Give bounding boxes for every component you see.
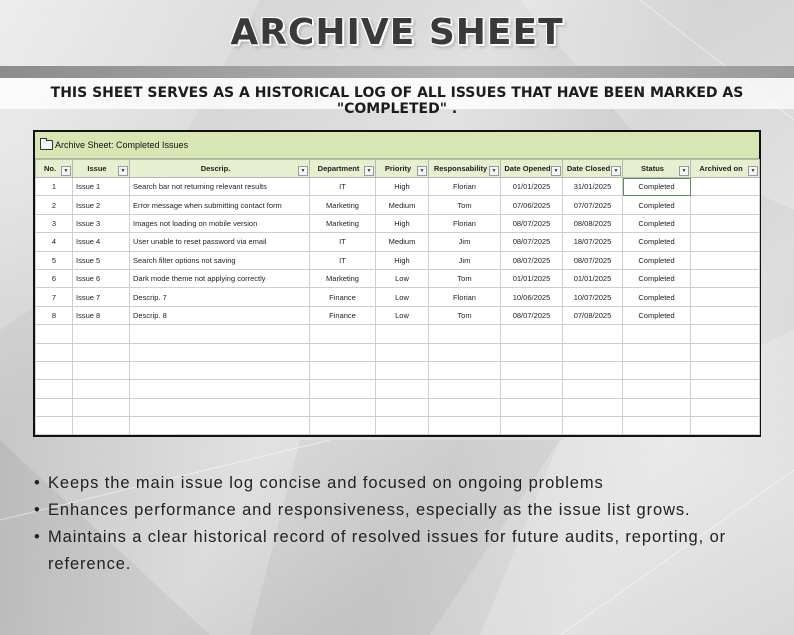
column-header-label: No. — [43, 164, 57, 173]
table-cell[interactable]: Low — [376, 269, 429, 287]
table-cell[interactable]: High — [376, 178, 429, 196]
column-header[interactable] — [36, 160, 73, 178]
table-cell[interactable]: Florian — [429, 178, 501, 196]
table-cell[interactable]: Search filter options not saving — [130, 251, 310, 269]
sheet-title: Archive Sheet: Completed Issues — [55, 140, 189, 150]
sheet-title-bar — [35, 132, 759, 159]
bullet-text: Keeps the main issue log concise and focused on ongoing problems — [48, 474, 604, 492]
table-cell[interactable] — [36, 361, 73, 379]
table-cell[interactable] — [691, 233, 760, 251]
table-cell[interactable]: Medium — [376, 233, 429, 251]
table-cell[interactable] — [36, 398, 73, 416]
table-cell[interactable] — [691, 178, 760, 196]
filter-dropdown-icon[interactable]: ▼ — [364, 166, 374, 176]
table-cell[interactable]: 08/08/2025 — [563, 214, 623, 232]
table-cell[interactable]: Descrip. 7 — [130, 288, 310, 306]
table-cell[interactable] — [691, 269, 760, 287]
table-cell[interactable]: Florian — [429, 214, 501, 232]
filter-dropdown-icon[interactable]: ▼ — [118, 166, 128, 176]
filter-dropdown-icon[interactable]: ▼ — [61, 166, 71, 176]
table-cell[interactable]: 08/07/2025 — [501, 251, 563, 269]
table-cell[interactable] — [429, 325, 501, 343]
bullet-list — [34, 470, 784, 578]
filter-dropdown-icon[interactable]: ▼ — [748, 166, 758, 176]
table-cell[interactable]: IT — [310, 178, 376, 196]
table-cell[interactable] — [376, 398, 429, 416]
table-cell[interactable] — [691, 417, 760, 435]
title-divider-band — [0, 66, 794, 78]
table-row — [36, 269, 760, 287]
table-cell[interactable] — [130, 325, 310, 343]
table-cell[interactable]: Finance — [310, 288, 376, 306]
table-row — [36, 233, 760, 251]
table-cell[interactable]: IT — [310, 233, 376, 251]
folder-icon — [40, 140, 53, 150]
table-cell[interactable] — [429, 398, 501, 416]
table-cell[interactable]: 31/01/2025 — [563, 178, 623, 196]
column-header[interactable] — [130, 160, 310, 178]
table-cell[interactable]: High — [376, 214, 429, 232]
table-cell[interactable] — [691, 343, 760, 361]
table-cell[interactable] — [73, 325, 130, 343]
table-cell[interactable] — [310, 361, 376, 379]
table-cell[interactable] — [501, 325, 563, 343]
table-cell[interactable] — [130, 417, 310, 435]
bullet-dot-icon: • — [34, 501, 41, 519]
filter-dropdown-icon[interactable]: ▼ — [417, 166, 427, 176]
table-cell[interactable]: Completed — [623, 196, 691, 214]
table-cell[interactable]: Tom — [429, 306, 501, 324]
table-row — [36, 178, 760, 196]
column-header[interactable] — [623, 160, 691, 178]
table-cell[interactable] — [73, 417, 130, 435]
table-cell[interactable]: 3 — [36, 214, 73, 232]
table-cell[interactable] — [36, 343, 73, 361]
table-cell[interactable]: 1 — [36, 178, 73, 196]
table-cell[interactable] — [376, 343, 429, 361]
column-header-label: Responsability — [433, 164, 488, 173]
table-cell[interactable]: 6 — [36, 269, 73, 287]
table-cell[interactable] — [691, 361, 760, 379]
bullet-item — [34, 524, 784, 578]
table-cell[interactable]: Issue 7 — [73, 288, 130, 306]
table-cell[interactable]: 07/08/2025 — [563, 306, 623, 324]
filter-dropdown-icon[interactable]: ▼ — [551, 166, 561, 176]
column-header[interactable] — [501, 160, 563, 178]
table-cell[interactable]: Tom — [429, 269, 501, 287]
page-subtitle: THIS SHEET SERVES AS A HISTORICAL LOG OF ALL ISSUES THAT HAVE BEEN MARKED AS "COMPLETED" . — [50, 85, 744, 117]
filter-dropdown-icon[interactable]: ▼ — [298, 166, 308, 176]
table-cell[interactable]: Marketing — [310, 269, 376, 287]
table-cell[interactable]: 01/01/2025 — [563, 269, 623, 287]
table-cell[interactable]: 10/07/2025 — [563, 288, 623, 306]
page-title: ARCHIVE SHEET — [230, 12, 564, 53]
table-cell[interactable] — [691, 196, 760, 214]
filter-dropdown-icon[interactable]: ▼ — [489, 166, 499, 176]
table-cell[interactable]: Florian — [429, 288, 501, 306]
table-cell[interactable]: 01/01/2025 — [501, 269, 563, 287]
table-cell[interactable]: 01/01/2025 — [501, 178, 563, 196]
table-cell[interactable] — [691, 214, 760, 232]
table-cell[interactable]: 7 — [36, 288, 73, 306]
column-header[interactable] — [310, 160, 376, 178]
table-row — [36, 398, 760, 416]
table-cell[interactable] — [376, 325, 429, 343]
column-header-label: Status — [641, 164, 664, 173]
column-header[interactable] — [691, 160, 760, 178]
column-header[interactable] — [563, 160, 623, 178]
table-cell[interactable] — [501, 398, 563, 416]
column-header-label: Department — [317, 164, 360, 173]
table-cell[interactable] — [36, 417, 73, 435]
table-cell[interactable]: 08/07/2025 — [563, 251, 623, 269]
table-cell[interactable]: Tom — [429, 196, 501, 214]
table-cell[interactable] — [563, 417, 623, 435]
table-cell[interactable] — [376, 380, 429, 398]
table-cell[interactable] — [563, 343, 623, 361]
table-cell[interactable] — [691, 251, 760, 269]
bullet-text: Enhances performance and responsiveness, especially as the issue list grows. — [48, 501, 691, 519]
table-cell[interactable]: Jim — [429, 251, 501, 269]
bullet-item — [34, 470, 784, 497]
table-cell[interactable] — [130, 398, 310, 416]
table-cell[interactable]: 8 — [36, 306, 73, 324]
table-cell[interactable]: Images not loading on mobile version — [130, 214, 310, 232]
table-cell[interactable]: Issue 1 — [73, 178, 130, 196]
table-cell[interactable] — [73, 398, 130, 416]
bullet-dot-icon: • — [34, 474, 41, 492]
table-row — [36, 214, 760, 232]
table-cell[interactable] — [501, 380, 563, 398]
table-cell[interactable]: Issue 5 — [73, 251, 130, 269]
table-row — [36, 361, 760, 379]
table-cell[interactable] — [130, 380, 310, 398]
filter-dropdown-icon[interactable]: ▼ — [611, 166, 621, 176]
table-row — [36, 196, 760, 214]
table-cell[interactable]: Completed — [623, 233, 691, 251]
table-cell[interactable] — [563, 361, 623, 379]
table-cell[interactable] — [501, 343, 563, 361]
table-cell[interactable]: 07/06/2025 — [501, 196, 563, 214]
column-header-label: Priority — [384, 164, 412, 173]
table-cell[interactable] — [563, 325, 623, 343]
table-cell[interactable] — [623, 380, 691, 398]
table-cell[interactable]: Completed — [623, 269, 691, 287]
bullet-text: Maintains a clear historical record of resolved issues for future audits, reporting, or reference. — [48, 528, 727, 573]
table-cell[interactable]: Issue 2 — [73, 196, 130, 214]
filter-dropdown-icon[interactable]: ▼ — [679, 166, 689, 176]
table-cell[interactable] — [563, 398, 623, 416]
table-header-row — [36, 160, 760, 178]
table-cell[interactable] — [429, 343, 501, 361]
table-cell[interactable] — [691, 288, 760, 306]
table-cell[interactable] — [310, 398, 376, 416]
table-cell[interactable]: Jim — [429, 233, 501, 251]
table-cell[interactable] — [130, 361, 310, 379]
table-cell[interactable] — [73, 343, 130, 361]
table-cell[interactable] — [73, 361, 130, 379]
table-cell[interactable] — [691, 325, 760, 343]
table-cell[interactable] — [73, 380, 130, 398]
table-cell[interactable] — [429, 361, 501, 379]
table-cell[interactable] — [429, 417, 501, 435]
archive-sheet — [33, 130, 761, 437]
table-cell[interactable]: Low — [376, 288, 429, 306]
table-cell[interactable]: High — [376, 251, 429, 269]
archive-table — [35, 159, 760, 435]
table-cell[interactable] — [429, 380, 501, 398]
table-cell[interactable] — [36, 380, 73, 398]
table-cell[interactable]: 10/06/2025 — [501, 288, 563, 306]
table-cell[interactable]: 4 — [36, 233, 73, 251]
table-cell[interactable]: Completed — [623, 178, 691, 196]
column-header[interactable] — [429, 160, 501, 178]
table-cell[interactable]: Completed — [623, 251, 691, 269]
table-cell[interactable]: Issue 6 — [73, 269, 130, 287]
table-cell[interactable]: Completed — [623, 306, 691, 324]
table-cell[interactable]: 07/07/2025 — [563, 196, 623, 214]
bullet-item — [34, 497, 784, 524]
table-cell[interactable]: 08/07/2025 — [501, 233, 563, 251]
table-cell[interactable]: 5 — [36, 251, 73, 269]
table-cell[interactable] — [310, 325, 376, 343]
table-cell[interactable]: Dark mode theme not applying correctly — [130, 269, 310, 287]
table-cell[interactable] — [623, 325, 691, 343]
table-cell[interactable]: 08/07/2025 — [501, 214, 563, 232]
table-cell[interactable]: Descrip. 8 — [130, 306, 310, 324]
table-row — [36, 306, 760, 324]
table-cell[interactable] — [501, 361, 563, 379]
table-cell[interactable] — [376, 361, 429, 379]
table-row — [36, 251, 760, 269]
column-header-label: Date Closed — [566, 164, 611, 173]
table-cell[interactable] — [376, 417, 429, 435]
column-header[interactable] — [376, 160, 429, 178]
table-cell[interactable] — [623, 343, 691, 361]
table-cell[interactable] — [623, 398, 691, 416]
table-cell[interactable] — [130, 343, 310, 361]
table-cell[interactable]: Marketing — [310, 196, 376, 214]
table-row — [36, 417, 760, 435]
table-cell[interactable]: Issue 4 — [73, 233, 130, 251]
table-cell[interactable]: User unable to reset password via email — [130, 233, 310, 251]
table-cell[interactable] — [563, 380, 623, 398]
table-cell[interactable] — [501, 417, 563, 435]
column-header-label: Issue — [87, 164, 107, 173]
table-cell[interactable] — [623, 417, 691, 435]
table-cell[interactable] — [623, 361, 691, 379]
table-cell[interactable]: Completed — [623, 214, 691, 232]
table-cell[interactable]: Issue 8 — [73, 306, 130, 324]
table-cell[interactable]: Low — [376, 306, 429, 324]
column-header-label: Descrip. — [200, 164, 231, 173]
bullet-dot-icon: • — [34, 528, 41, 546]
table-cell[interactable] — [310, 380, 376, 398]
table-cell[interactable]: Issue 3 — [73, 214, 130, 232]
table-cell[interactable] — [310, 417, 376, 435]
table-cell[interactable]: 2 — [36, 196, 73, 214]
table-cell[interactable] — [36, 325, 73, 343]
table-cell[interactable]: Medium — [376, 196, 429, 214]
table-row — [36, 288, 760, 306]
table-row — [36, 325, 760, 343]
table-row — [36, 343, 760, 361]
column-header[interactable] — [73, 160, 130, 178]
column-header-label: Archived on — [699, 164, 743, 173]
table-row — [36, 380, 760, 398]
table-cell[interactable]: Error message when submitting contact form — [130, 196, 310, 214]
table-cell[interactable] — [691, 380, 760, 398]
table-cell[interactable]: IT — [310, 251, 376, 269]
table-cell[interactable]: 08/07/2025 — [501, 306, 563, 324]
table-cell[interactable]: 18/07/2025 — [563, 233, 623, 251]
table-cell[interactable] — [310, 343, 376, 361]
table-cell[interactable] — [691, 398, 760, 416]
table-cell[interactable] — [691, 306, 760, 324]
table-cell[interactable]: Marketing — [310, 214, 376, 232]
table-cell[interactable]: Finance — [310, 306, 376, 324]
column-header-label: Date Opened — [504, 164, 551, 173]
table-cell[interactable]: Completed — [623, 288, 691, 306]
table-cell[interactable]: Search bar not returning relevant results — [130, 178, 310, 196]
